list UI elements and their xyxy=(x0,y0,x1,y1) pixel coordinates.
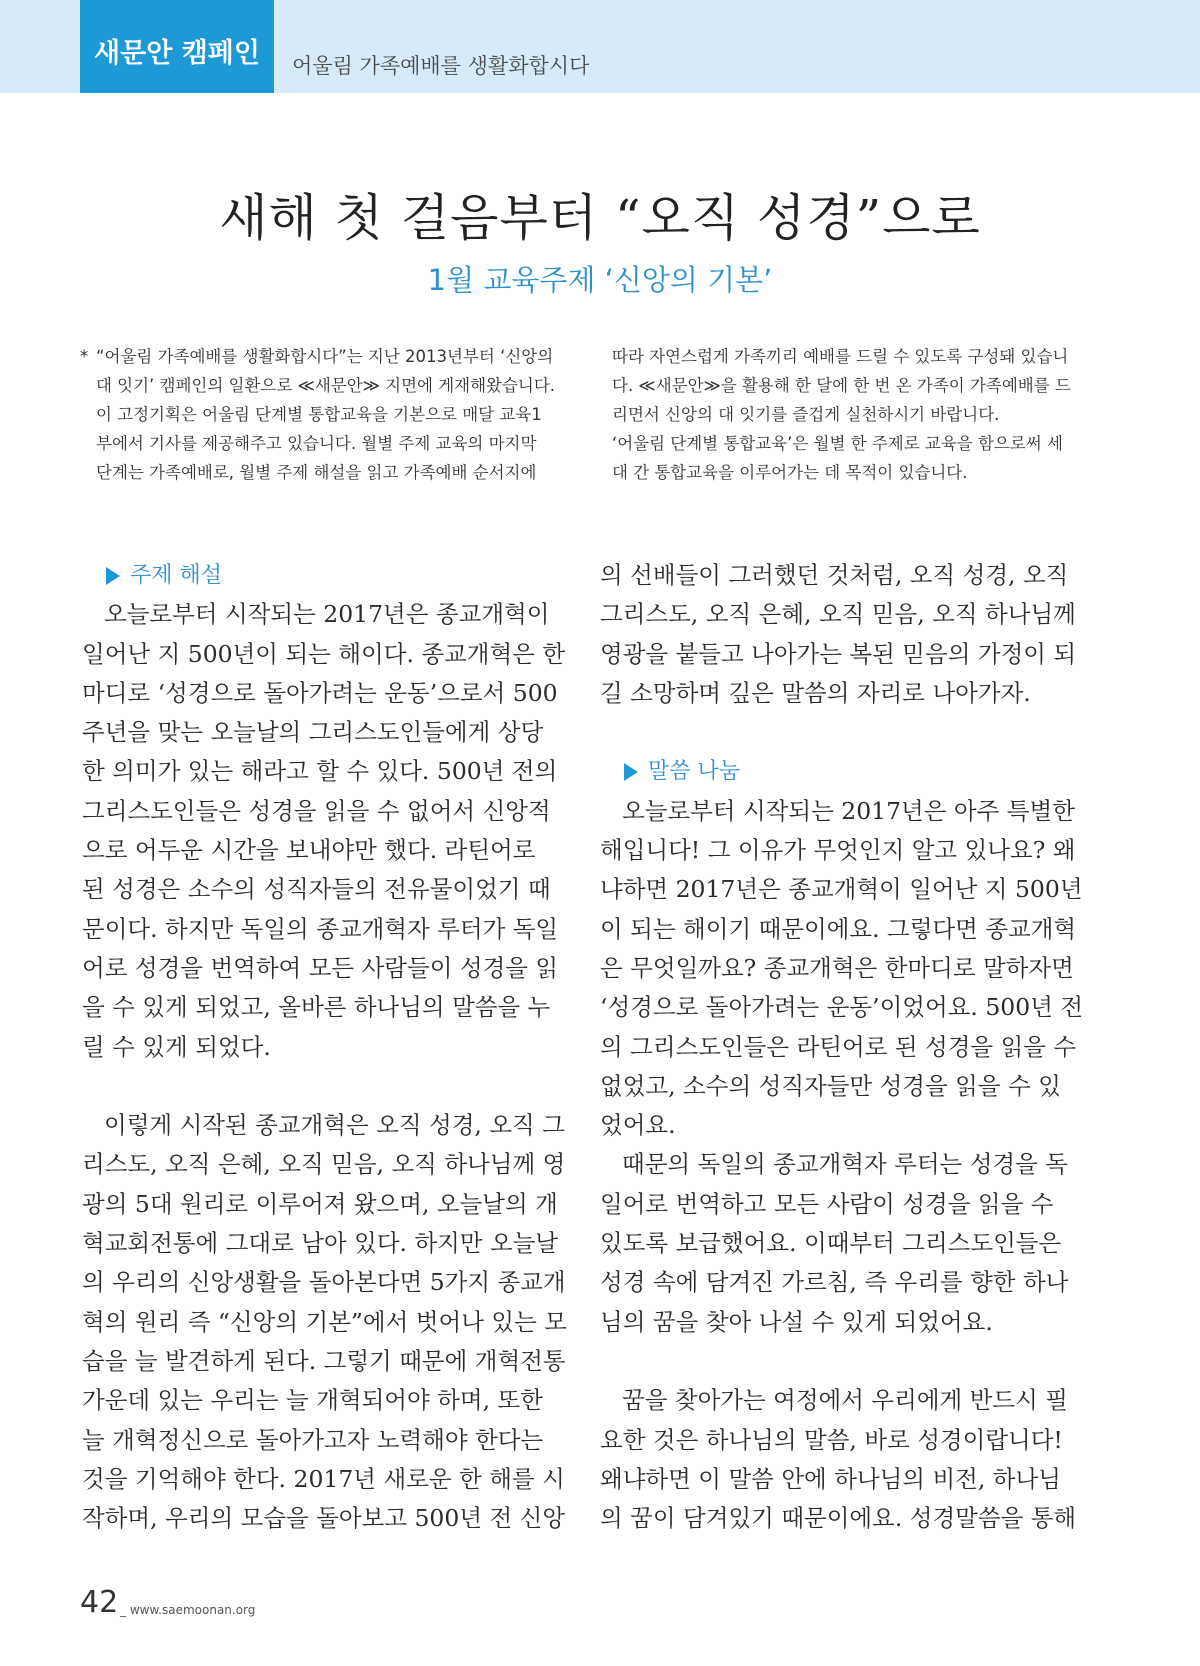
text-line: 그리스도, 오직 은혜, 오직 믿음, 오직 하나님께 xyxy=(600,600,1076,629)
paragraph xyxy=(600,1145,1085,1341)
intro-line: 리면서 신앙의 대 잇기를 즐겁게 실천하시기 바랍니다. xyxy=(612,405,1000,424)
section-heading-label: 말씀 나눔 xyxy=(648,759,741,785)
text-line: 요한 것은 하나님의 말씀, 바로 성경이랍니다! xyxy=(600,1425,1063,1454)
intro-line: 단계는 가족예배로, 월별 주제 해설을 읽고 가족예배 순서지에 xyxy=(96,463,537,482)
paragraph xyxy=(82,595,567,1067)
text-line: 이렇게 시작된 종교개혁은 오직 성경, 오직 그 xyxy=(104,1111,565,1140)
text-line: 주년을 맞는 오늘날의 그리스도인들에게 상당 xyxy=(82,718,544,747)
text-line: 릴 수 있게 되었다. xyxy=(82,1032,271,1061)
footer-url: _ www.saemoonan.org xyxy=(120,1603,256,1617)
text-line: 이 되는 해이기 때문이에요. 그렇다면 종교개혁 xyxy=(600,914,1077,943)
text-line: 없었고, 소수의 성직자들만 성경을 읽을 수 있 xyxy=(600,1071,1061,1100)
paragraph xyxy=(82,1106,567,1538)
text-line: 때문의 독일의 종교개혁자 루터는 성경을 독 xyxy=(622,1150,1068,1179)
page-number: 42 xyxy=(80,1585,119,1620)
text-line: 의 꿈이 담겨있기 때문이에요. 성경말씀을 통해 xyxy=(600,1504,1077,1533)
text-line: 것을 기억해야 한다. 2017년 새로운 한 해를 시 xyxy=(82,1464,565,1493)
intro-line: ‘어울림 단계별 통합교육’은 월별 한 주제로 교육을 함으로써 세 xyxy=(612,434,1063,453)
text-line: 의 우리의 신앙생활을 돌아본다면 5가지 종교개 xyxy=(82,1268,566,1297)
intro-left-column xyxy=(80,342,564,487)
play-triangle-icon xyxy=(624,763,638,781)
article-title: 새해 첫 걸음부터 “오직 성경”으로 xyxy=(219,189,981,247)
text-line: 광의 5대 원리로 이루어져 왔으며, 오늘날의 개 xyxy=(82,1189,558,1218)
text-line: 된 성경은 소수의 성직자들의 전유물이었기 때 xyxy=(82,875,551,904)
text-line: 왜냐하면 이 말씀 안에 하나님의 비전, 하나님 xyxy=(600,1464,1061,1493)
text-line: 의 선배들이 그러했던 것처럼, 오직 성경, 오직 xyxy=(600,561,1069,589)
text-line: 가운데 있는 우리는 늘 개혁되어야 하며, 또한 xyxy=(82,1386,543,1415)
text-line: 혁교회전통에 그대로 남아 있다. 하지만 오늘날 xyxy=(82,1229,559,1258)
intro-line: 대 간 통합교육을 이루어가는 데 목적이 있습니다. xyxy=(612,463,968,482)
paragraph xyxy=(600,792,1085,1146)
paragraph xyxy=(600,1381,1085,1538)
body-left-column xyxy=(82,556,567,1538)
footnote-marker: * xyxy=(80,347,89,366)
intro-line: 다. ≪새문안≫을 활용해 한 달에 한 번 온 가족이 가족예배를 드 xyxy=(612,376,1071,395)
play-triangle-icon xyxy=(106,567,120,585)
text-line: 오늘로부터 시작되는 2017년은 종교개혁이 xyxy=(104,600,550,629)
text-line: 혁의 원리 즉 “신앙의 기본”에서 벗어나 있는 모 xyxy=(82,1307,567,1336)
intro-right-column xyxy=(612,342,1082,487)
text-line: 꿈을 찾아가는 여정에서 우리에게 반드시 필 xyxy=(622,1386,1068,1415)
text-line: 을 수 있게 되었고, 올바른 하나님의 말씀을 누 xyxy=(82,993,551,1022)
text-line: 었어요. xyxy=(600,1111,676,1140)
intro-line: 이 고정기획은 어울림 단계별 통합교육을 기본으로 매달 교육1 xyxy=(96,405,542,424)
text-line: 일어로 번역하고 모든 사람이 성경을 읽을 수 xyxy=(600,1189,1054,1218)
text-line: 의 그리스도인들은 라틴어로 된 성경을 읽을 수 xyxy=(600,1032,1077,1061)
text-line: 성경 속에 담겨진 가르침, 즉 우리를 향한 하나 xyxy=(600,1268,1069,1297)
text-line: 리스도, 오직 은혜, 오직 믿음, 오직 하나님께 영 xyxy=(82,1150,566,1179)
text-line: 마디로 ‘성경으로 돌아가려는 운동’으로서 500 xyxy=(82,678,558,707)
intro-line: 부에서 기사를 제공해주고 있습니다. 월별 주제 교육의 마지막 xyxy=(96,434,537,453)
intro-line: 따라 자연스럽게 가족끼리 예배를 드릴 수 있도록 구성돼 있습니 xyxy=(612,347,1069,366)
text-line: ‘성경으로 돌아가려는 운동’이었어요. 500년 전 xyxy=(600,993,1084,1022)
text-line: 습을 늘 발견하게 된다. 그렇기 때문에 개혁전통 xyxy=(82,1346,566,1375)
section-heading-sharing xyxy=(600,752,1085,791)
text-line: 님의 꿈을 찾아 나설 수 있게 되었어요. xyxy=(600,1307,993,1336)
text-line: 냐하면 2017년은 종교개혁이 일어난 지 500년 xyxy=(600,875,1083,904)
text-line: 영광을 붙들고 나아가는 복된 믿음의 가정이 되 xyxy=(600,639,1077,668)
text-line: 으로 어두운 시간을 보내야만 했다. 라틴어로 xyxy=(82,836,536,865)
text-line: 오늘로부터 시작되는 2017년은 아주 특별한 xyxy=(622,796,1075,825)
campaign-tag: 새문안 캠페인 xyxy=(80,0,274,93)
campaign-subtitle: 어울림 가족예배를 생활화합시다 xyxy=(292,54,590,78)
text-line: 해입니다! 그 이유가 무엇인지 알고 있나요? 왜 xyxy=(600,836,1076,865)
text-line: 문이다. 하지만 독일의 종교개혁자 루터가 독일 xyxy=(82,914,559,943)
body-right-column xyxy=(600,556,1085,1538)
text-line: 그리스도인들은 성경을 읽을 수 없어서 신앙적 xyxy=(82,796,551,825)
text-line: 늘 개혁정신으로 돌아가고자 노력해야 한다는 xyxy=(82,1425,544,1454)
paragraph xyxy=(600,556,1085,713)
text-line: 일어난 지 500년이 되는 해이다. 종교개혁은 한 xyxy=(82,639,566,668)
article-subtitle: 1월 교육주제 ‘신앙의 기본’ xyxy=(427,263,773,297)
text-line: 한 의미가 있는 해라고 할 수 있다. 500년 전의 xyxy=(82,757,558,786)
intro-line: “어울림 가족예배를 생활화합시다”는 지난 2013년부터 ‘신앙의 xyxy=(96,347,554,366)
text-line: 은 무엇일까요? 종교개혁은 한마디로 말하자면 xyxy=(600,953,1074,982)
text-line: 작하며, 우리의 모습을 돌아보고 500년 전 신앙 xyxy=(82,1504,566,1533)
text-line: 길 소망하며 깊은 말씀의 자리로 나아가자. xyxy=(600,678,1031,707)
intro-line: 대 잇기’ 캠페인의 일환으로 ≪새문안≫ 지면에 게재해왔습니다. xyxy=(96,376,556,395)
section-heading-topic xyxy=(82,556,567,595)
section-heading-label: 주제 해설 xyxy=(130,563,223,588)
text-line: 있도록 보급했어요. 이때부터 그리스도인들은 xyxy=(600,1229,1062,1258)
text-line: 어로 성경을 번역하여 모든 사람들이 성경을 읽 xyxy=(82,953,559,982)
